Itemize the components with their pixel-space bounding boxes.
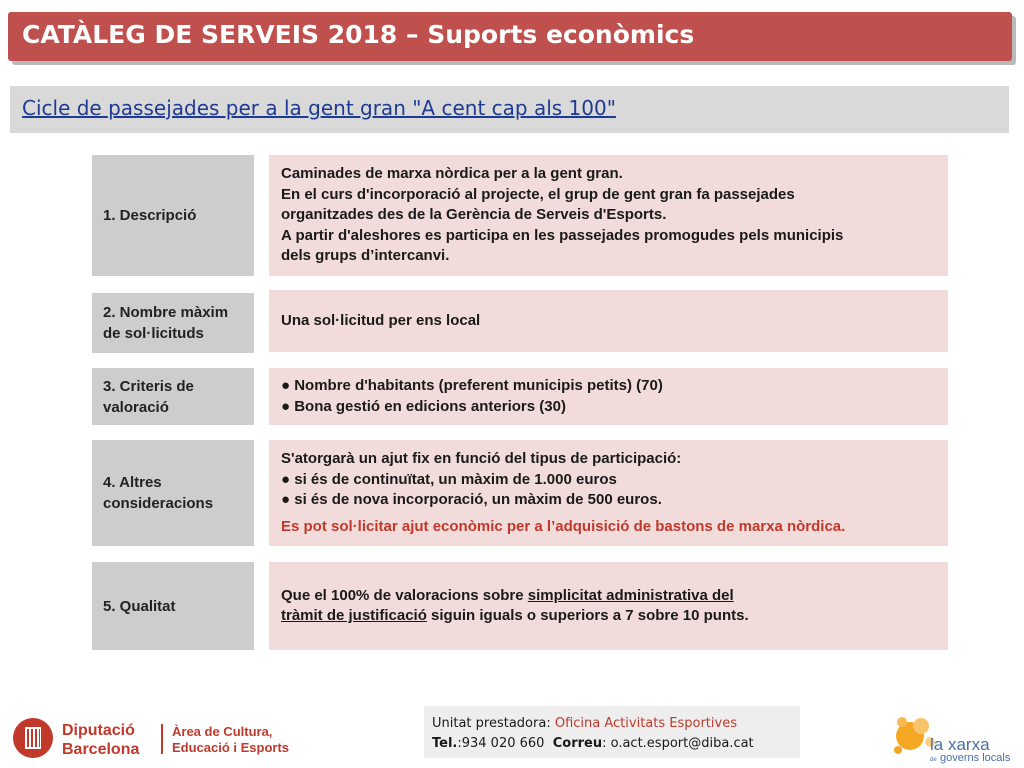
section-content-descripcio — [269, 155, 948, 276]
service-unit-box — [424, 706, 800, 758]
label-text: de sol·licituds — [103, 325, 204, 342]
label-text: 5. Qualitat — [103, 597, 176, 615]
content-line: ● si és de nova incorporació, un màxim de 500 euros. — [281, 491, 662, 508]
label-text: consideracions — [103, 495, 214, 512]
email-address: : o.act.esport@diba.cat — [602, 736, 754, 751]
content-line: En el curs d'incorporació al projecte, el grup de gent gran fa passejades — [281, 185, 795, 203]
content-line: tràmit de justificació siguin iguals o superiors a 7 sobre 10 punts. — [281, 607, 749, 624]
section-content-qualitat — [269, 562, 948, 650]
content-line: Una sol·licitud per ens local — [281, 311, 481, 329]
section-content-altres — [269, 440, 948, 546]
content-line: Caminades de marxa nòrdica per a la gent gran. — [281, 165, 623, 183]
service-unit-line: Unitat prestadora: Oficina Activitats Esportives — [432, 716, 737, 731]
section-label-nombre — [92, 293, 254, 353]
subtitle-link[interactable]: Cicle de passejades per a la gent gran "A cent cap als 100" — [22, 96, 616, 120]
phone-number: :934 020 660 — [457, 736, 545, 751]
page-title: CATÀLEG DE SERVEIS 2018 – Suports econòmics — [22, 20, 695, 49]
section-label-criteris — [92, 368, 254, 425]
xarxa-governs-text: governs locals — [940, 752, 1011, 764]
subtitle-bar — [10, 86, 1009, 133]
label-text: 2. Nombre màxim — [103, 304, 229, 321]
label-text: 4. Altres — [103, 474, 162, 491]
content-line: dels grups d’intercanvi. — [281, 247, 450, 265]
diputacio-text: Diputació — [62, 722, 135, 739]
diputacio-barcelona-logo — [12, 716, 312, 760]
content-line: organitzades des de la Gerència de Serveis d'Esports. — [281, 206, 667, 224]
content-line: Que el 100% de valoracions sobre simplicitat administrativa del — [281, 586, 734, 604]
content-line: A partir d'aleshores es participa en les passejades promogudes pels municipis — [281, 226, 844, 244]
area-text-1: Àrea de Cultura, — [172, 724, 273, 739]
header-banner — [8, 12, 1012, 61]
area-text-2: Educació i Esports — [172, 740, 290, 755]
section-label-descripcio — [92, 155, 254, 276]
section-content-nombre — [269, 290, 948, 352]
label-text: 3. Criteris de — [103, 377, 194, 395]
xarxa-text: la xarxa — [930, 735, 990, 754]
section-label-altres — [92, 440, 254, 546]
content-line: ● Bona gestió en edicions anteriors (30) — [281, 397, 566, 415]
xarxa-de-text: de — [930, 757, 937, 763]
content-line: S'atorgarà un ajut fix en funció del tipus de participació: — [281, 450, 682, 467]
barcelona-text: Barcelona — [62, 741, 140, 758]
content-line: ● Nombre d'habitants (preferent municipis petits) (70) — [281, 377, 663, 394]
section-content-criteris — [269, 368, 948, 425]
label-text: 1. Descripció — [103, 207, 197, 224]
contact-line: Tel.:934 020 660 Correu: o.act.esport@diba.cat — [432, 736, 754, 751]
label-text: valoració — [103, 398, 169, 416]
service-unit-name: Oficina Activitats Esportives — [554, 716, 737, 731]
content-line: ● si és de continuïtat, un màxim de 1.000 euros — [281, 470, 617, 488]
content-note: Es pot sol·licitar ajut econòmic per a l’adquisició de bastons de marxa nòrdica. — [281, 517, 846, 535]
la-xarxa-logo — [890, 712, 1020, 764]
section-label-qualitat — [92, 562, 254, 650]
